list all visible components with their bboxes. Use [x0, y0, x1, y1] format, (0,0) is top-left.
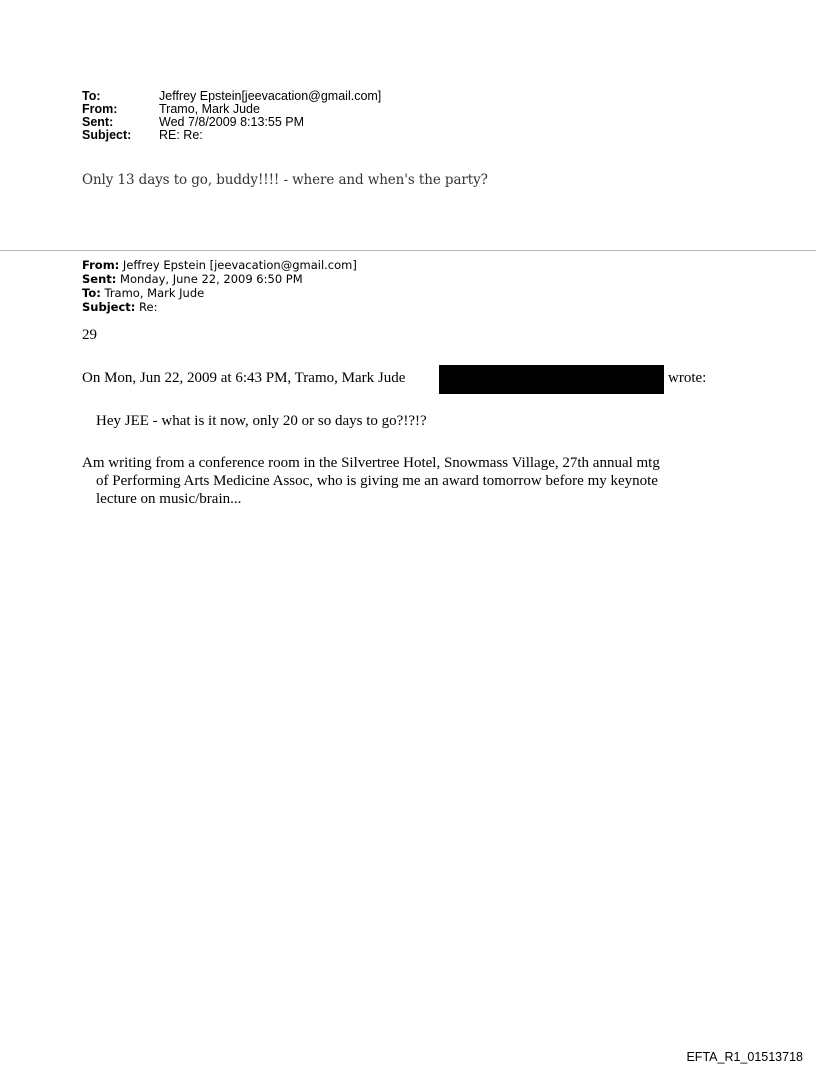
to-label: To: [82, 89, 101, 103]
paragraph-line-3: lecture on music/brain... [96, 491, 242, 507]
to-value: Jeffrey Epstein[jeevacation@gmail.com] [159, 89, 382, 103]
email-header [82, 90, 381, 142]
from-value: Tramo, Mark Jude [159, 102, 260, 116]
separator-line [0, 250, 816, 251]
paragraph-line-2: of Performing Arts Medicine Assoc, who is giving me an award tomorrow before my keynote [96, 473, 658, 489]
quoted-subject-row [82, 300, 357, 314]
quoted-to-value: Tramo, Mark Jude [100, 286, 205, 300]
subject-value: RE: Re: [159, 128, 203, 142]
sent-value: Wed 7/8/2009 8:13:55 PM [159, 115, 305, 129]
from-label: From: [82, 102, 118, 116]
message-paragraph [82, 454, 742, 508]
wrote-label: wrote: [668, 370, 707, 386]
quoted-to-label: To: [82, 286, 101, 300]
reply-body: Only 13 days to go, buddy!!!! - where and when's the party? [82, 172, 488, 188]
quoted-from-label: From: [82, 258, 120, 272]
on-date-line: On Mon, Jun 22, 2009 at 6:43 PM, Tramo, Mark Jude [82, 370, 406, 386]
paragraph-line-1: Am writing from a conference room in the Silvertree Hotel, Snowmass Village, 27th annual mtg [82, 455, 660, 471]
subject-label: Subject: [82, 128, 132, 142]
quoted-header [82, 258, 357, 314]
header-subject-row [82, 129, 381, 142]
sent-label: Sent: [82, 115, 114, 129]
quoted-to-row [82, 286, 357, 300]
quoted-sent-label: Sent: [82, 272, 117, 286]
quoted-subject-label: Subject: [82, 300, 136, 314]
quoted-sent-row [82, 272, 357, 286]
quoted-number: 29 [82, 327, 97, 343]
quoted-from-row [82, 258, 357, 272]
redaction-box [439, 365, 664, 394]
hey-line: Hey JEE - what is it now, only 20 or so days to go?!?!? [96, 413, 427, 429]
quoted-subject-value: Re: [135, 300, 158, 314]
document-id: EFTA_R1_01513718 [686, 1050, 803, 1064]
quoted-sent-value: Monday, June 22, 2009 6:50 PM [116, 272, 303, 286]
quoted-from-value: Jeffrey Epstein [jeevacation@gmail.com] [119, 258, 357, 272]
